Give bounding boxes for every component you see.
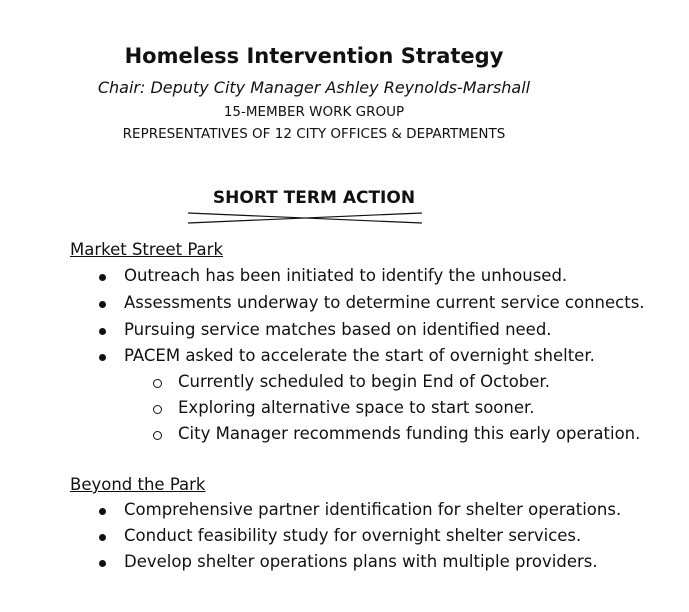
sub-list-item — [178, 398, 535, 417]
sub-list-item — [178, 372, 550, 391]
list-item — [124, 346, 595, 365]
item-text: Comprehensive partner identification for shelter operations. — [124, 500, 622, 519]
bullet-icon — [99, 274, 106, 281]
item-text: Outreach has been initiated to identify the unhoused. — [124, 266, 568, 285]
list-item — [124, 320, 552, 339]
item-text: Pursuing service matches based on identified need. — [124, 320, 552, 339]
item-text: Assessments underway to determine current service connects. — [124, 293, 645, 312]
item-text: City Manager recommends funding this early operation. — [178, 424, 641, 443]
sub-list-item — [178, 424, 640, 443]
decorative-crossed-lines — [186, 210, 426, 226]
beyond-park-heading: Beyond the Park — [70, 475, 206, 494]
bullet-icon — [99, 534, 106, 541]
bullet-icon — [99, 560, 106, 567]
bullet-icon — [99, 301, 106, 308]
circle-bullet-icon — [153, 379, 162, 388]
list-item — [124, 266, 567, 285]
bullet-icon — [99, 328, 106, 335]
item-text: Develop shelter operations plans with multiple providers. — [124, 552, 598, 571]
representatives-line: REPRESENTATIVES OF 12 CITY OFFICES & DEPARTMENTS — [122, 126, 506, 142]
item-text: Exploring alternative space to start sooner. — [178, 398, 535, 417]
short-term-heading: SHORT TERM ACTION — [212, 188, 416, 208]
list-item — [124, 526, 581, 545]
circle-bullet-icon — [153, 431, 162, 440]
list-item — [124, 552, 598, 571]
item-text: Conduct feasibility study for overnight shelter services. — [124, 526, 582, 545]
circle-bullet-icon — [153, 405, 162, 414]
bullet-icon — [99, 508, 106, 515]
market-street-heading: Market Street Park — [70, 240, 224, 259]
list-item — [124, 293, 645, 312]
item-text: PACEM asked to accelerate the start of overnight shelter. — [124, 346, 595, 365]
work-group-line: 15-MEMBER WORK GROUP — [223, 104, 405, 120]
document-title: Homeless Intervention Strategy — [124, 44, 504, 68]
chair-line: Chair: Deputy City Manager Ashley Reynolds-Marshall — [97, 78, 531, 97]
item-text: Currently scheduled to begin End of October. — [178, 372, 550, 391]
bullet-icon — [99, 354, 106, 361]
list-item — [124, 500, 621, 519]
